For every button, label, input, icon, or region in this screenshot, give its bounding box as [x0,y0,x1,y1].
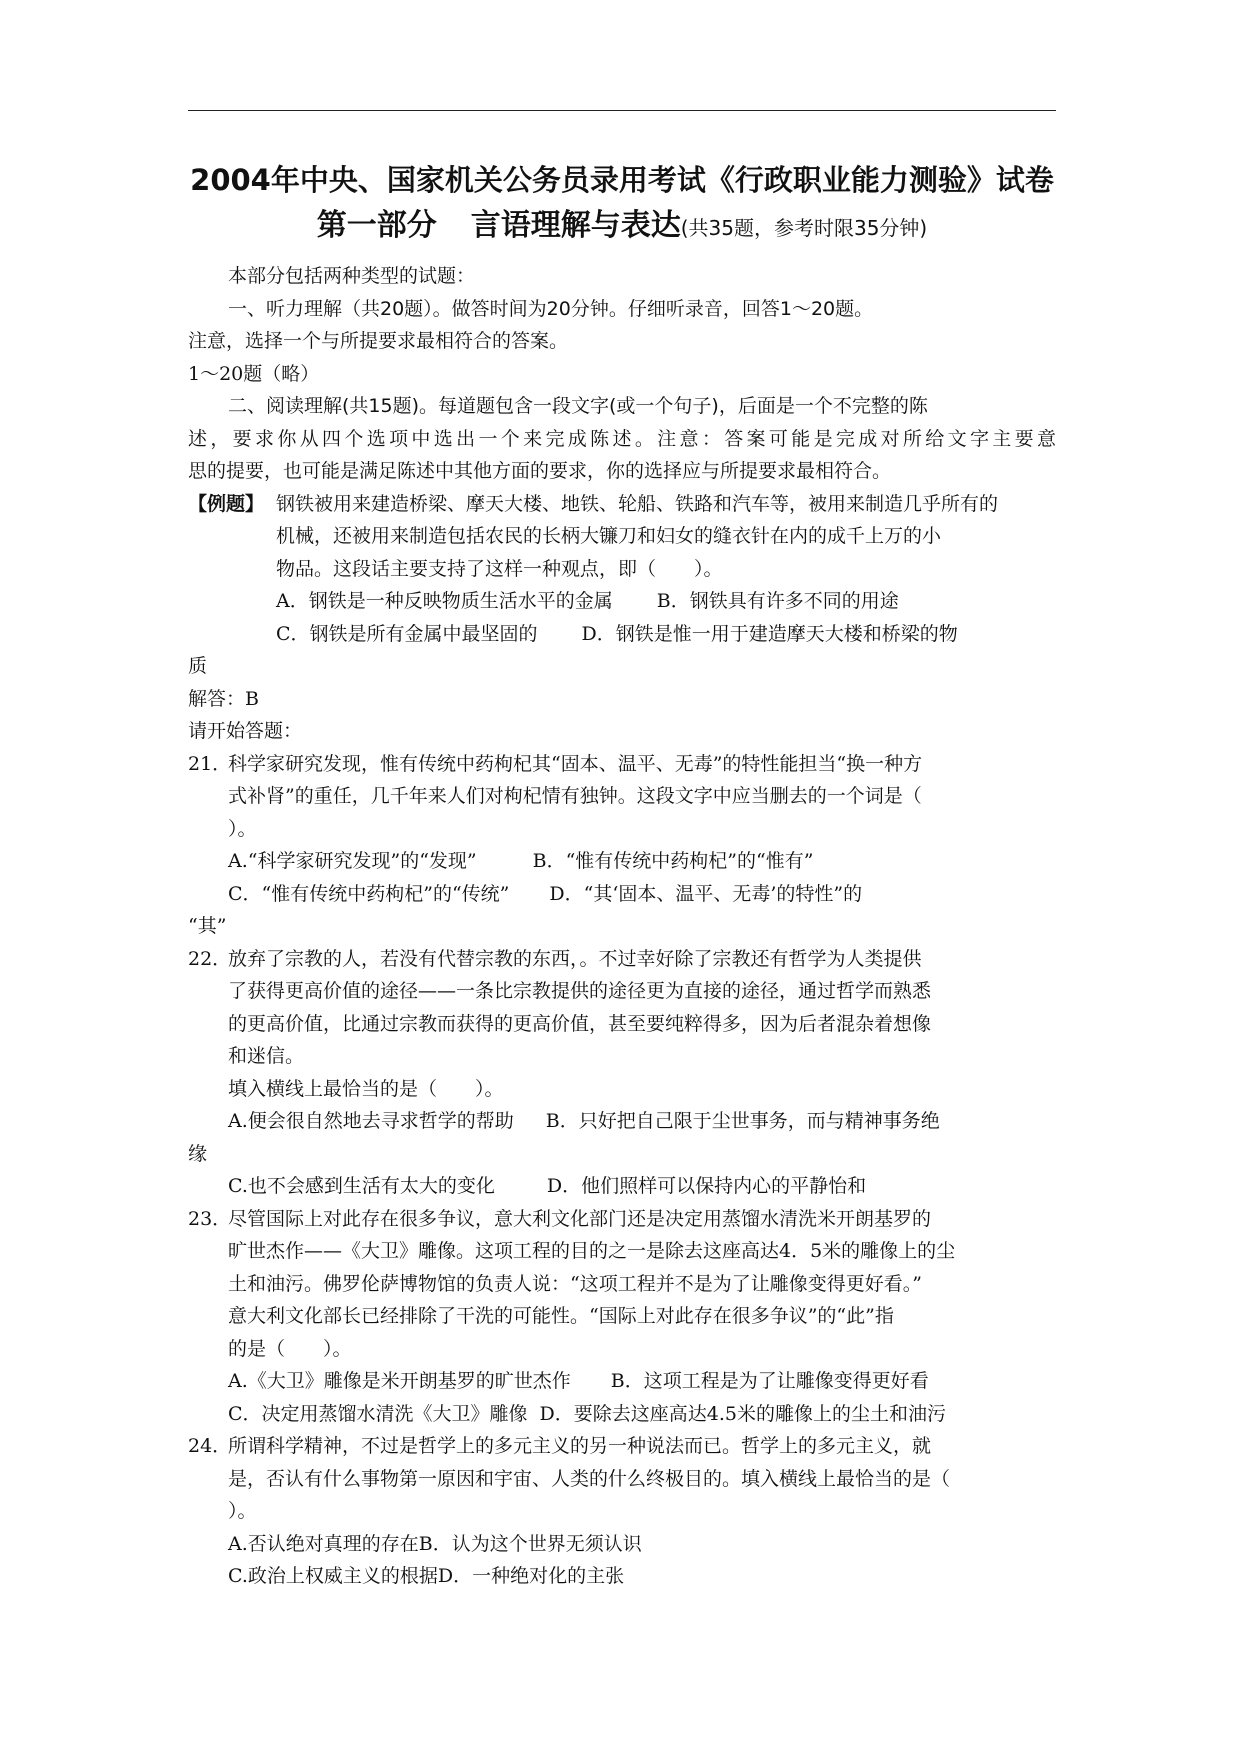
question-number: 24． [188,1435,232,1457]
example-answer: 解答：B [188,687,259,710]
part-note: (共35题，参考时限35分钟) [680,216,928,240]
option-a: A.《大卫》雕像是米开朗基罗的旷世杰作 [228,1370,571,1392]
question-line: ）。 [228,1500,257,1522]
question-24 [188,1430,1056,1463]
example-text: 钢铁被用来建造桥梁、摩天大楼、地铁、轮船、铁路和汽车等，被用来制造几乎所有的 [276,492,999,515]
intro-line: 本部分包括两种类型的试题： [228,265,476,287]
option-a: A．钢铁是一种反映物质生活水平的金属 [276,590,613,612]
example-options [188,618,1056,651]
question-options [188,845,1056,878]
start-prompt: 请开始答题： [188,720,303,742]
question-line: 和迷信。 [228,1045,305,1067]
option-c: C.也不会感到生活有太大的变化 [228,1175,495,1197]
part-heading [188,202,1056,252]
question-options [188,1365,1056,1398]
option-c: C．钢铁是所有金属中最坚固的 [276,622,538,645]
option-b: B．只好把自己限于尘世事务，而与精神事务绝 [545,1110,940,1132]
option-b: B．“惟有传统中药枸杞”的“惟有” [532,850,814,872]
question-options: A.否认绝对真理的存在B．认为这个世界无须认识 [228,1532,642,1555]
option-c: C．决定用蒸馏水清洗《大卫》雕像 [228,1402,528,1425]
question-21 [188,748,1056,781]
question-line: 土和油污。佛罗伦萨博物馆的负责人说：“这项工程并不是为了让雕像变得更好看。” [228,1272,922,1295]
question-number: 22． [188,947,232,970]
option-c: C．“惟有传统中药枸杞”的“传统” [228,882,510,905]
intro-line: 1～20题（略） [188,362,320,385]
question-options [188,1105,1056,1138]
option-d: D．钢铁是惟一用于建造摩天大楼和桥梁的物 [581,622,958,645]
part-name: 言语理解与表达 [470,208,681,243]
example-line [188,488,1056,521]
question-options [188,1398,1056,1431]
question-22 [188,943,1056,976]
question-number: 23． [188,1207,232,1230]
option-d: D．要除去这座高达4.5米的雕像上的尘土和油污 [539,1402,946,1425]
question-line: 式补肾”的重任，几千年来人们对枸杞情有独钟。这段文字中应当删去的一个词是（ [228,785,922,807]
question-line: 意大利文化部长已经排除了干洗的可能性。“国际上对此存在很多争议”的“此”指 [228,1305,894,1327]
question-line: ）。 [228,817,257,840]
option-d: D．他们照样可以保持内心的平静怡和 [546,1175,867,1197]
question-text: 科学家研究发现，惟有传统中药枸杞其“固本、温平、无毒”的特性能担当“换一种方 [228,752,923,775]
example-options [188,585,1056,618]
example-line: 机械，还被用来制造包括农民的长柄大镰刀和妇女的缝衣针在内的成千上万的小 [276,525,942,547]
example-label: 【例题】 [188,492,265,515]
question-23 [188,1203,1056,1236]
option-wrap: 缘 [188,1142,208,1165]
option-b: B．这项工程是为了让雕像变得更好看 [610,1370,929,1392]
question-line: 的是（ ）。 [228,1337,352,1360]
question-text: 所谓科学精神，不过是哲学上的多元主义的另一种说法而已。哲学上的多元主义，就 [228,1435,932,1457]
option-wrap: “其” [188,915,227,937]
exam-title: 2004年中央、国家机关公务员录用考试《行政职业能力测验》试卷 [190,163,1054,197]
question-options [188,1170,1056,1203]
question-number: 21． [188,752,232,775]
part-title: 第一部分 [316,208,437,243]
option-a: A.“科学家研究发现”的“发现” [228,850,477,872]
page-content [188,158,1056,1593]
question-line: 的更高价值，比通过宗教而获得的更高价值，甚至要纯粹得多，因为后者混杂着想像 [228,1012,932,1035]
intro-line: 一、听力理解（共20题）。做答时间为20分钟。仔细听录音，回答1～20题。 [228,297,874,320]
question-line: 旷世杰作——《大卫》雕像。这项工程的目的之一是除去这座高达4．5米的雕像上的尘 [228,1240,956,1262]
example-line: 物品。这段话主要支持了这样一种观点，即（ ）。 [276,557,723,580]
question-line: 了获得更高价值的途径——一条比宗教提供的途径更为直接的途径，通过哲学而熟悉 [228,980,932,1002]
intro-line: 述，要求你从四个选项中选出一个来完成陈述。注意：答案可能是完成对所给文字主要意 [188,427,1056,450]
option-b: B．钢铁具有许多不同的用途 [656,590,899,612]
question-options [188,878,1056,911]
question-text: 放弃了宗教的人，若没有代替宗教的东西，。不过幸好除了宗教还有哲学为人类提供 [228,947,922,970]
question-text: 尽管国际上对此存在很多争议，意大利文化部门还是决定用蒸馏水清洗米开朗基罗的 [228,1207,932,1230]
example-option-wrap: 质 [188,655,208,677]
question-line: 是，否认有什么事物第一原因和宇宙、人类的什么终极目的。填入横线上最恰当的是（ [228,1467,951,1490]
option-d: D．“其‘固本、温平、无毒’的特性”的 [549,882,863,905]
question-prompt: 填入横线上最恰当的是（ ）。 [228,1077,504,1100]
intro-line: 二、阅读理解(共15题)。每道题包含一段文字(或一个句子)，后面是一个不完整的陈 [228,395,928,417]
header-rule [188,110,1056,111]
intro-line: 注意，选择一个与所提要求最相符合的答案。 [188,330,569,352]
intro-line: 思的提要，也可能是满足陈述中其他方面的要求，你的选择应与所提要求最相符合。 [188,460,892,482]
option-a: A.便会很自然地去寻求哲学的帮助 [228,1110,514,1132]
question-options: C.政治上权威主义的根据D．一种绝对化的主张 [228,1565,625,1587]
